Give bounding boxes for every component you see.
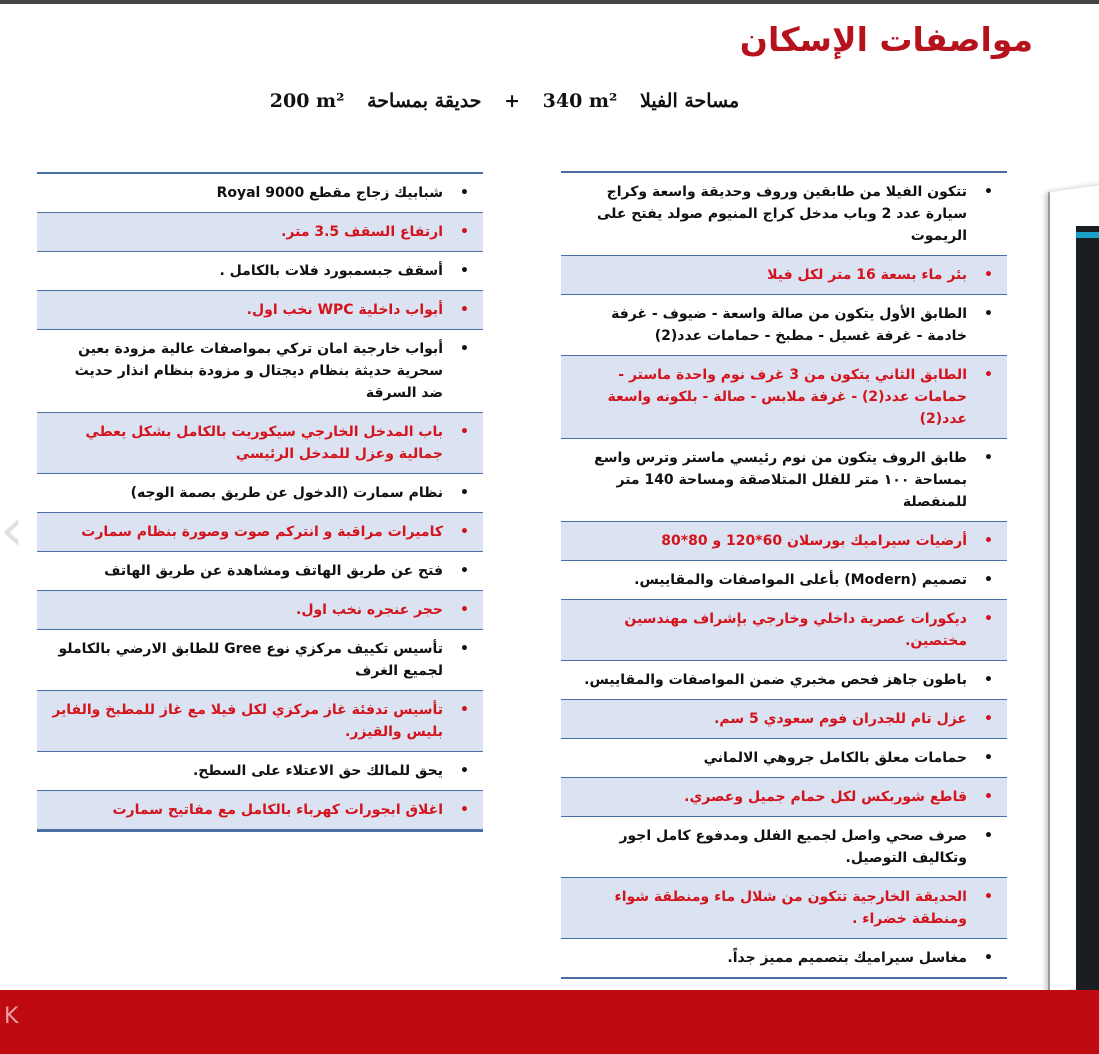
list-item: • عزل تام للجدران فوم سعودي 5 سم. — [561, 699, 1007, 739]
villa-area-value: 340 m² — [542, 90, 618, 112]
device-screen-inner — [1076, 226, 1099, 1026]
list-item: • ديكورات عصرية داخلي وخارجي بإشراف مهندسين مختصين. — [561, 599, 1007, 661]
list-item: • شبابيك زجاج مقطع Royal 9000 — [37, 174, 483, 212]
area-summary — [0, 90, 1099, 112]
footer-bar — [0, 990, 1099, 1054]
spec-list-left — [37, 172, 483, 832]
list-item: • مغاسل سيراميك بتصميم مميز جداً. — [561, 939, 1007, 977]
device-screen-accent — [1076, 232, 1099, 238]
page-title: مواصفات الإسكان — [739, 20, 1033, 59]
list-item: • أرضيات سيراميك بورسلان 60*120 و 80*80 — [561, 521, 1007, 561]
list-item: • باطون جاهز فحص مخبري ضمن المواصفات والمقاييس. — [561, 661, 1007, 699]
list-item: • يحق للمالك حق الاعتلاء على السطح. — [37, 752, 483, 790]
list-item: • تأسيس تكييف مركزي نوع Gree للطابق الارضي بالكاملو لجميع الغرف — [37, 630, 483, 690]
list-item: • اغلاق ابجورات كهرباء بالكامل مع مفاتيح سمارت — [37, 790, 483, 830]
list-item: • فتح عن طريق الهاتف ومشاهدة عن طريق الهاتف — [37, 552, 483, 590]
list-item: • الحديقة الخارجية تتكون من شلال ماء ومنطقة شواء ومنطقة خضراء . — [561, 877, 1007, 939]
footer-mark: K — [4, 1004, 19, 1029]
garden-area-value: 200 m² — [269, 90, 345, 112]
list-item: • الطابق الثاني يتكون من 3 غرف نوم واحدة ماستر - حمامات عدد(2) - غرفة ملابس - صالة - بلكونه واسعة عدد(2) — [561, 355, 1007, 439]
list-item: • تأسيس تدفئة غاز مركزي لكل فيلا مع غاز للمطبخ والفاير بليس والقيزر. — [37, 690, 483, 752]
list-item: • تصميم (Modern) بأعلى المواصفات والمقاييس. — [561, 561, 1007, 599]
garden-area-label: حديقة بمساحة — [367, 90, 482, 112]
list-item: • تتكون الفيلا من طابقين وروف وحديقة واسعة وكراج سيارة عدد 2 وباب مدخل كراج المنيوم صولد يفتح على الريموت — [561, 173, 1007, 255]
list-item: • أسقف جبسمبورد فلات بالكامل . — [37, 252, 483, 290]
list-item: • كاميرات مراقبة و انتركم صوت وصورة بنظام سمارت — [37, 512, 483, 552]
list-item: • ارتفاع السقف 3.5 متر. — [37, 212, 483, 252]
chevron-left-icon[interactable]: ‹ — [0, 495, 24, 565]
list-item: • طابق الروف يتكون من نوم رئيسي ماستر وترس واسع بمساحة ١٠٠ متر للفلل المتلاصقة ومساحة 140 متر للمنفصلة — [561, 439, 1007, 521]
spec-list-right — [561, 171, 1007, 979]
list-item: • حجر عنجره نخب اول. — [37, 590, 483, 630]
list-item: • أبواب داخلية WPC نخب اول. — [37, 290, 483, 330]
list-item: • صرف صحي واصل لجميع الفلل ومدفوع كامل اجور وتكاليف التوصيل. — [561, 817, 1007, 877]
list-item: • نظام سمارت (الدخول عن طريق بصمة الوجه) — [37, 474, 483, 512]
list-item: • أبواب خارجية امان تركي بمواصفات عالية مزودة بعين سحرية حديثة بنظام ديجتال و مزودة بنظام انذار حديث ضد السرقة — [37, 330, 483, 412]
top-border — [0, 0, 1099, 4]
villa-area-label: مساحة الفيلا — [639, 90, 740, 112]
list-item: • حمامات معلق بالكامل جروهي الالماني — [561, 739, 1007, 777]
plus-sign: + — [504, 90, 521, 112]
list-item: • بئر ماء بسعة 16 متر لكل فيلا — [561, 255, 1007, 295]
list-item: • باب المدخل الخارجي سيكوريت بالكامل بشكل يعطي جمالية وعزل للمدخل الرئيسي — [37, 412, 483, 474]
list-item: • قاطع شوربكس لكل حمام جميل وعصري. — [561, 777, 1007, 817]
list-item: • الطابق الأول يتكون من صالة واسعة - ضيوف - غرفة خادمة - غرفة غسيل - مطبخ - حمامات عدد(2) — [561, 295, 1007, 355]
